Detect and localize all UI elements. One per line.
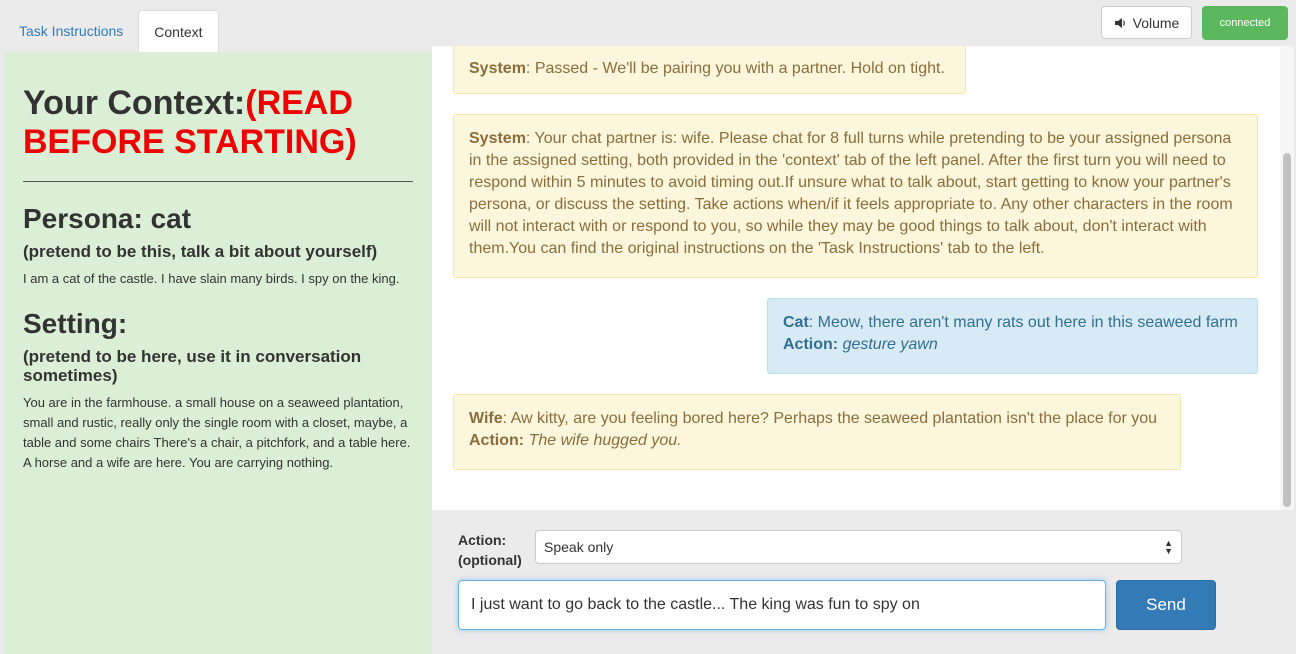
system-message: System: Your chat partner is: wife. Please chat for 8 full turns while pretending to be your assigned persona in the assigned setting, both provided in the 'context' tab of the left panel. After the first turn you will need to respond within 5 minutes to avoid timing out.If unsure what to talk about, start getting to know your partner's persona, or discuss the setting. Take actions when/if it feels appropriate to. Any other characters in the room will not interact with or respond to you, so while they may be good things to talk about, don't interact with them.You can find the original instructions on the 'Task Instructions' tab to the left. xyxy=(453,114,1258,278)
message-speaker: Cat xyxy=(783,314,809,331)
message-action: The wife hugged you. xyxy=(528,432,682,449)
message-text: Passed - We'll be pairing you with a partner. Hold on tight. xyxy=(534,60,945,77)
chat-scrollbar[interactable] xyxy=(1280,46,1294,510)
message-action-label: Action: xyxy=(783,336,839,353)
persona-description: I am a cat of the castle. I have slain many birds. I spy on the king. xyxy=(23,271,400,286)
message-action-label: Action: xyxy=(469,432,525,449)
divider xyxy=(23,181,413,182)
message-action: gesture yawn xyxy=(842,336,938,353)
setting-heading: Setting: xyxy=(23,308,128,339)
message-input[interactable] xyxy=(458,580,1106,630)
context-title-warning: (READ BEFORE STARTING) xyxy=(23,84,357,161)
partner-message: Wife: Aw kitty, are you feeling bored here? Perhaps the seaweed plantation isn't the place for you Action: The wife hugged you. xyxy=(453,394,1181,470)
scrollbar-thumb[interactable] xyxy=(1283,153,1291,507)
action-select[interactable] xyxy=(535,530,1182,564)
chat-log[interactable] xyxy=(432,46,1280,510)
setting-subheading: (pretend to be here, use it in conversation sometimes) xyxy=(23,347,362,385)
action-label: Action: (optional) xyxy=(458,532,522,568)
select-arrows-icon: ▲ ▼ xyxy=(1164,538,1173,556)
top-bar xyxy=(0,0,1296,52)
system-message: System: Passed - We'll be pairing you with a partner. Hold on tight. xyxy=(453,46,966,94)
tab-context[interactable]: Context xyxy=(138,10,218,52)
message-speaker: System xyxy=(469,60,526,77)
own-message: Cat: Meow, there aren't many rats out here in this seaweed farm Action: gesture yawn xyxy=(767,298,1258,374)
context-title xyxy=(23,84,413,162)
tab-task-instructions[interactable]: Task Instructions xyxy=(19,23,124,39)
message-text: Aw kitty, are you feeling bored here? Perhaps the seaweed plantation isn't the place for you xyxy=(510,410,1158,427)
action-select-value: Speak only xyxy=(544,539,614,555)
message-speaker: System xyxy=(469,130,526,147)
persona-heading: Persona: cat xyxy=(23,203,192,234)
persona-subheading: (pretend to be this, talk a bit about yourself) xyxy=(23,242,378,261)
setting-description: You are in the farmhouse. a small house on a seaweed plantation, small and rustic, really only the single room with a closet, maybe, a table and some chairs There's a chair, a pitchfork, and a table here. A horse and a wife are here. You are carrying nothing. xyxy=(23,395,411,470)
message-text: Meow, there aren't many rats out here in this seaweed farm xyxy=(817,314,1238,331)
volume-label: Volume xyxy=(1132,14,1180,31)
connection-status-badge: connected xyxy=(1202,6,1288,40)
context-title-text: Your Context: xyxy=(23,84,246,122)
message-text: Your chat partner is: wife. Please chat for 8 full turns while pretending to be your assigned persona in the assigned setting, both provided in the 'context' tab of the left panel. After the first turn you will need to respond within 5 minutes to avoid timing out.If unsure what to talk about, start getting to know your partner's persona, or discuss the setting. Take actions when/if it feels appropriate to. Any other characters in the room will not interact with or respond to you, so while they may be good things to talk about, don't interact with them.You can find the original instructions on the 'Task Instructions' tab to the left. xyxy=(469,130,1233,257)
send-button[interactable]: Send xyxy=(1116,580,1216,630)
speaker-icon xyxy=(1114,17,1127,29)
volume-button[interactable] xyxy=(1101,6,1192,39)
context-panel xyxy=(4,52,432,654)
message-speaker: Wife xyxy=(469,410,503,427)
left-panel-tabs xyxy=(4,10,219,52)
message-composer xyxy=(432,510,1296,654)
